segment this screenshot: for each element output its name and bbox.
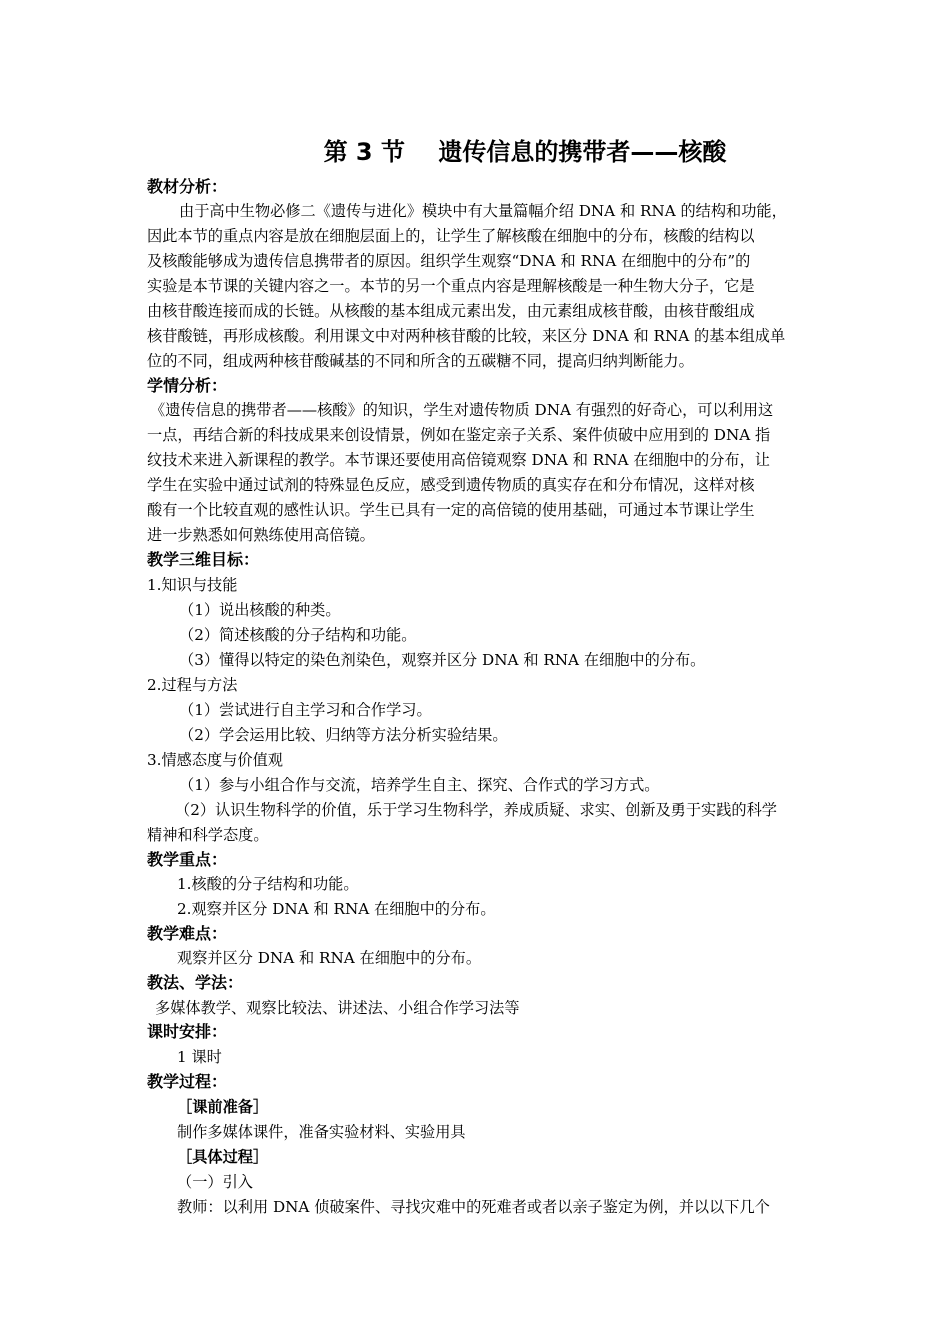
- difficulty-item: 观察并区分 DNA 和 RNA 在细胞中的分布。: [177, 949, 482, 967]
- objective-process: 2.过程与方法: [147, 676, 238, 694]
- objective-item: （2）简述核酸的分子结构和功能。: [179, 626, 417, 644]
- heading-methods: 教法、学法：: [147, 973, 244, 992]
- objective-emotion: 3.情感态度与价值观: [147, 751, 283, 769]
- paragraph-line: 学生在实验中通过试剂的特殊显色反应，感受到遗传物质的真实存在和分布情况，这样对核: [147, 476, 755, 494]
- heading-difficulties: 教学难点：: [147, 924, 228, 943]
- method-item: 多媒体教学、观察比较法、讲述法、小组合作学习法等: [155, 999, 520, 1017]
- paragraph-line: 核苷酸链，再形成核酸。利用课文中对两种核苷酸的比较，来区分 DNA 和 RNA 的基本组成单: [147, 327, 786, 345]
- objective-item: （1）说出核酸的种类。: [179, 601, 341, 619]
- page-title: 第 3 节 遗传信息的携带者——核酸: [323, 138, 727, 166]
- objective-item: （2）学会运用比较、归纳等方法分析实验结果。: [179, 726, 508, 744]
- paragraph-line: 一点，再结合新的科技成果来创设情景，例如在鉴定亲子关系、案件侦破中应用到的 DNA 指: [147, 426, 771, 444]
- objective-knowledge: 1.知识与技能: [147, 576, 238, 594]
- heading-key-points: 教学重点：: [147, 850, 228, 869]
- heading-objectives: 教学三维目标：: [147, 550, 260, 569]
- paragraph-line: 酸有一个比较直观的感性认识。学生已具有一定的高倍镜的使用基础，可通过本节课让学生: [147, 501, 755, 519]
- objective-item: 精神和科学态度。: [147, 826, 269, 844]
- paragraph-line: 纹技术来进入新课程的教学。本节课还要使用高倍镜观察 DNA 和 RNA 在细胞中的分布，让: [147, 451, 770, 469]
- process-intro: （一）引入: [177, 1173, 253, 1191]
- heading-process: 教学过程：: [147, 1072, 228, 1091]
- key-point-item: 2.观察并区分 DNA 和 RNA 在细胞中的分布。: [177, 900, 496, 918]
- process-teacher-text: 教师：以利用 DNA 侦破案件、寻找灾难中的死难者或者以亲子鉴定为例，并以以下几个: [177, 1198, 770, 1216]
- paragraph-line: 因此本节的重点内容是放在细胞层面上的，让学生了解核酸在细胞中的分布，核酸的结构以: [147, 227, 755, 245]
- heading-textbook-analysis: 教材分析：: [147, 177, 228, 196]
- objective-item: （2）认识生物科学的价值，乐于学习生物科学，养成质疑、求实、创新及勇于实践的科学: [175, 801, 777, 819]
- schedule-item: 1 课时: [177, 1048, 222, 1066]
- objective-item: （1）尝试进行自主学习和合作学习。: [179, 701, 432, 719]
- paragraph-line: 进一步熟悉如何熟练使用高倍镜。: [147, 526, 375, 544]
- objective-item: （1）参与小组合作与交流，培养学生自主、探究、合作式的学习方式。: [179, 776, 660, 794]
- paragraph-line: 《遗传信息的携带者——核酸》的知识，学生对遗传物质 DNA 有强烈的好奇心，可以利用这: [150, 401, 774, 419]
- process-prep-heading: ［课前准备］: [177, 1098, 269, 1116]
- paragraph-line: 由核苷酸连接而成的长链。从核酸的基本组成元素出发，由元素组成核苷酸，由核苷酸组成: [147, 302, 755, 320]
- paragraph-line: 实验是本节课的关键内容之一。本节的另一个重点内容是理解核酸是一种生物大分子，它是: [147, 277, 755, 295]
- paragraph-line: 及核酸能够成为遗传信息携带者的原因。组织学生观察“DNA 和 RNA 在细胞中的分布”的: [147, 252, 751, 270]
- process-prep-text: 制作多媒体课件，准备实验材料、实验用具: [177, 1123, 466, 1141]
- paragraph-line: 位的不同，组成两种核苷酸碱基的不同和所含的五碳糖不同，提高归纳判断能力。: [147, 352, 694, 370]
- heading-student-analysis: 学情分析：: [147, 376, 228, 395]
- process-detail-heading: ［具体过程］: [177, 1148, 269, 1166]
- heading-schedule: 课时安排：: [147, 1022, 228, 1041]
- paragraph-line: 由于高中生物必修二《遗传与进化》模块中有大量篇幅介绍 DNA 和 RNA 的结构和功能，: [179, 202, 787, 220]
- key-point-item: 1.核酸的分子结构和功能。: [177, 875, 359, 893]
- objective-item: （3）懂得以特定的染色剂染色，观察并区分 DNA 和 RNA 在细胞中的分布。: [179, 651, 706, 669]
